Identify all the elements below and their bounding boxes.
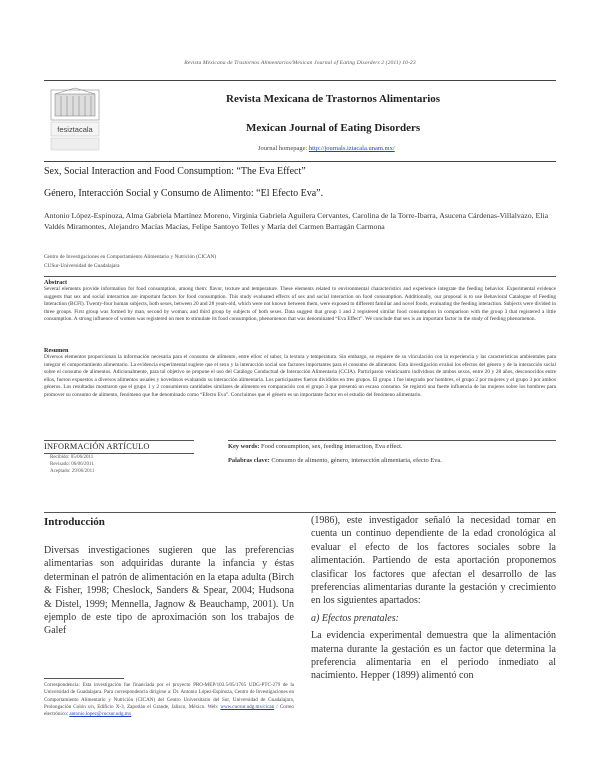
keywords-es — [228, 456, 556, 466]
date-accepted: Aceptado: 29/06/2011 — [50, 469, 95, 474]
author-list: Antonio López-Espinoza, Alma Gabriela Martínez Moreno, Virginia Gabriela Aguilera Cervantes, Carolina de la Torre-Ibarra, Asucena Cárdenas-Villalvazo, Elia Valdés Miramontes, Alejandro Macías Macías, Felipe Santoyo Telles y María del Carmen Barragán Carmona — [44, 211, 549, 231]
palabras-label: Palabras clave: — [228, 457, 270, 464]
journal-homepage — [258, 145, 395, 152]
homepage-link[interactable]: http://journals.iztacala.unam.mx/ — [308, 145, 395, 152]
keywords-en — [228, 442, 556, 452]
keywords-value: Food consumption, sex, feeding interaction, Eva effect. — [261, 443, 403, 450]
footnote-web-link[interactable]: www.cucsur.udg.mx/cican — [220, 703, 275, 710]
resumen-text: Diversos elementos proporcionan la información necesaria para el consumo de alimento, entre ellos: el sabor, la textura y temperatura. Sin embargo, se requiere de su vinculación con la experiencia y las características ambientales para integrar el comportamiento alimentario. La evidencia experimental sugiere que el sexo y la interacción social son factores importantes para el consumo de alimentos. Esta investigación evaluó los efectos del género y de la interacción social sobre el consumo de alimentos. Adicionalmente, para tal objetivo se propone el uso del Catálogo Conductual de Interacción Alimentaria (CCIA). Participaron veinticuatro individuos de ambos sexos, entre 20 y 28 años, desconocidos entre ellos, fueron expuestos a diversos alimentos usuales y novedosos evaluando su interacción alimentaria. Los participantes fueron divididos en tres grupos. El grupo 1 fue integrado por hombres, el grupo 2 por mujeres y el grupo 3 por ambos géneros. Los resultados mostraron que el grupo 1 y 2 consumieron cantidades similares de alimento en comparación con el grupo 3 que presentó un escaso consumo. Se registró una fuerte influencia de las mujeres sobre los hombres para promover su consumo de alimento, fenómeno que fue denominado como “Efecto Eva”. Concluimos que el género es un importante factor en el estudio del fenómeno alimentario. — [44, 354, 556, 398]
palabras-value: Consumo de alimento, género, interacción alimentaria, efecto Eva. — [271, 457, 442, 464]
intro-right-paragraph-1: (1986), este investigador señaló la necesidad tomar en cuenta un continuo dependiente de la edad cronológica al evaluar el efecto de los factores sociales sobre la alimentación. Partiendo de esta aportación proponemos clasificar los factores que afectan el desarrollo de las preferencias alimentarias durante la gestación y crecimiento en los siguientes apartados: — [311, 515, 556, 607]
footnote-text: Correspondencia: Esta investigación fue financiada por el proyecto PRO-MEP/103.5/05/1705 UDG-PTC-279 de la Universidad de Guadalajara. Para correspondencia dirigirse a: Dr. Antonio López-Espinoza, Centro de Investigaciones en Comportamiento Alimentario y Nutrición (CICAN) del Centro Universitario del Sur, Universidad de Guadalajara, Prolongación Colón s/n, Edificio X-3, Zapotlán el Grande, Jalisco, México. — [44, 682, 294, 710]
intro-column-right — [311, 514, 556, 683]
abstract-text: Several elements provide information for food consumption, among them: flavor, texture and temperature. These elements related to environmental characteristics and experience integrate the feeding behavior. Experimental evidence suggests that sex and social interaction are important factors for food consumption. This study evaluated effects of sex and social interaction on food consumption. Additionally, our proposal is to use Behavioral Catalogue of Feeding Interaction (BCFI). Twenty-four human subjects, both sexes, between 20 and 28 years-old, which were not known between them, were exposed to different familiar and novel foods, evaluating the feeding interaction. Subjects were divided in three groups. First group was formed by man, second by woman; and third group by subjects of both sexes. Data suggest that group 1 and 2 registered similar food consumption in comparison with the group 3 that registered a little consumption. A strong influence of women was registered on men to stimulate its food consumption, phenomenon that was denominated “Eva Effect”. We conclude that sex is an important factor in the study of feeding phenomenon. — [44, 286, 556, 323]
intro-right-paragraph-2: La evidencia experimental demuestra que la alimentación materna durante la gestación es un factor que determina la preferencia alimentaria en el periodo inmediato al nacimiento. Hepper (1899) alimentó con — [311, 630, 556, 682]
logo-text: fesiztacala — [57, 125, 93, 134]
journal-logo — [48, 86, 102, 154]
intro-column-left: Diversas investigaciones sugieren que las preferencias alimentarias son adquiridas durante la infancia y éstas determinan el patrón de alimentación en la etapa adulta (Birch & Fisher, 1998; Cheslock, Sanders & Spear, 2004; Hudsona & Distel, 1999; Mennella, Jagnow & Beauchamp, 2001). Un ejemplo de este tipo de aproximación son los trabajos de Galef — [44, 545, 294, 637]
section-divider — [44, 512, 556, 513]
date-received: Recibido: 05/06/2011 — [50, 455, 94, 460]
article-info — [44, 440, 194, 475]
journal-name-en: Mexican Journal of Eating Disorders — [246, 122, 421, 134]
keywords-label: Key words: — [228, 443, 260, 450]
article-info-heading: INFORMACIÓN ARTÍCULO — [44, 442, 194, 454]
resumen-title: Resumen — [44, 347, 69, 354]
affiliation-university: CUSur-Universidad de Guadalajara — [44, 263, 120, 269]
footnote-email-link[interactable]: antonio.lopez@cucsur.udg.mx — [69, 711, 132, 718]
intro-subheading: a) Efectos prenatales: — [311, 612, 399, 624]
resumen-section — [44, 345, 556, 400]
footnote-web-label: Web: — [207, 703, 219, 710]
intro-heading: Introducción — [44, 516, 105, 528]
correspondence-footnote — [44, 682, 294, 718]
keywords-block — [228, 440, 556, 466]
footnote-email-label: / Correo electrónico: — [44, 703, 294, 718]
article-dates — [44, 454, 194, 475]
homepage-label: Journal homepage: — [258, 145, 308, 152]
abstract-section — [44, 276, 556, 324]
article-title-en: Sex, Social Interaction and Food Consumption: “The Eva Effect” — [44, 166, 306, 177]
running-head: Revista Mexicana de Trastornos Alimentarios/Mexican Journal of Eating Disorders 2 (2011) 10-23 — [184, 60, 416, 66]
abstract-title: Abstract — [44, 279, 68, 286]
affiliation-center: Centro de Investigaciones en Comportamiento Alimentario y Nutrición (CICAN) — [44, 254, 217, 260]
footnote-rule — [44, 678, 124, 679]
date-revised: Revisado: 06/06/2011 — [50, 462, 94, 467]
article-title-es: Género, Interacción Social y Consumo de Alimento: “El Efecto Eva”. — [44, 188, 324, 199]
journal-name-es: Revista Mexicana de Trastornos Alimentarios — [226, 93, 441, 105]
